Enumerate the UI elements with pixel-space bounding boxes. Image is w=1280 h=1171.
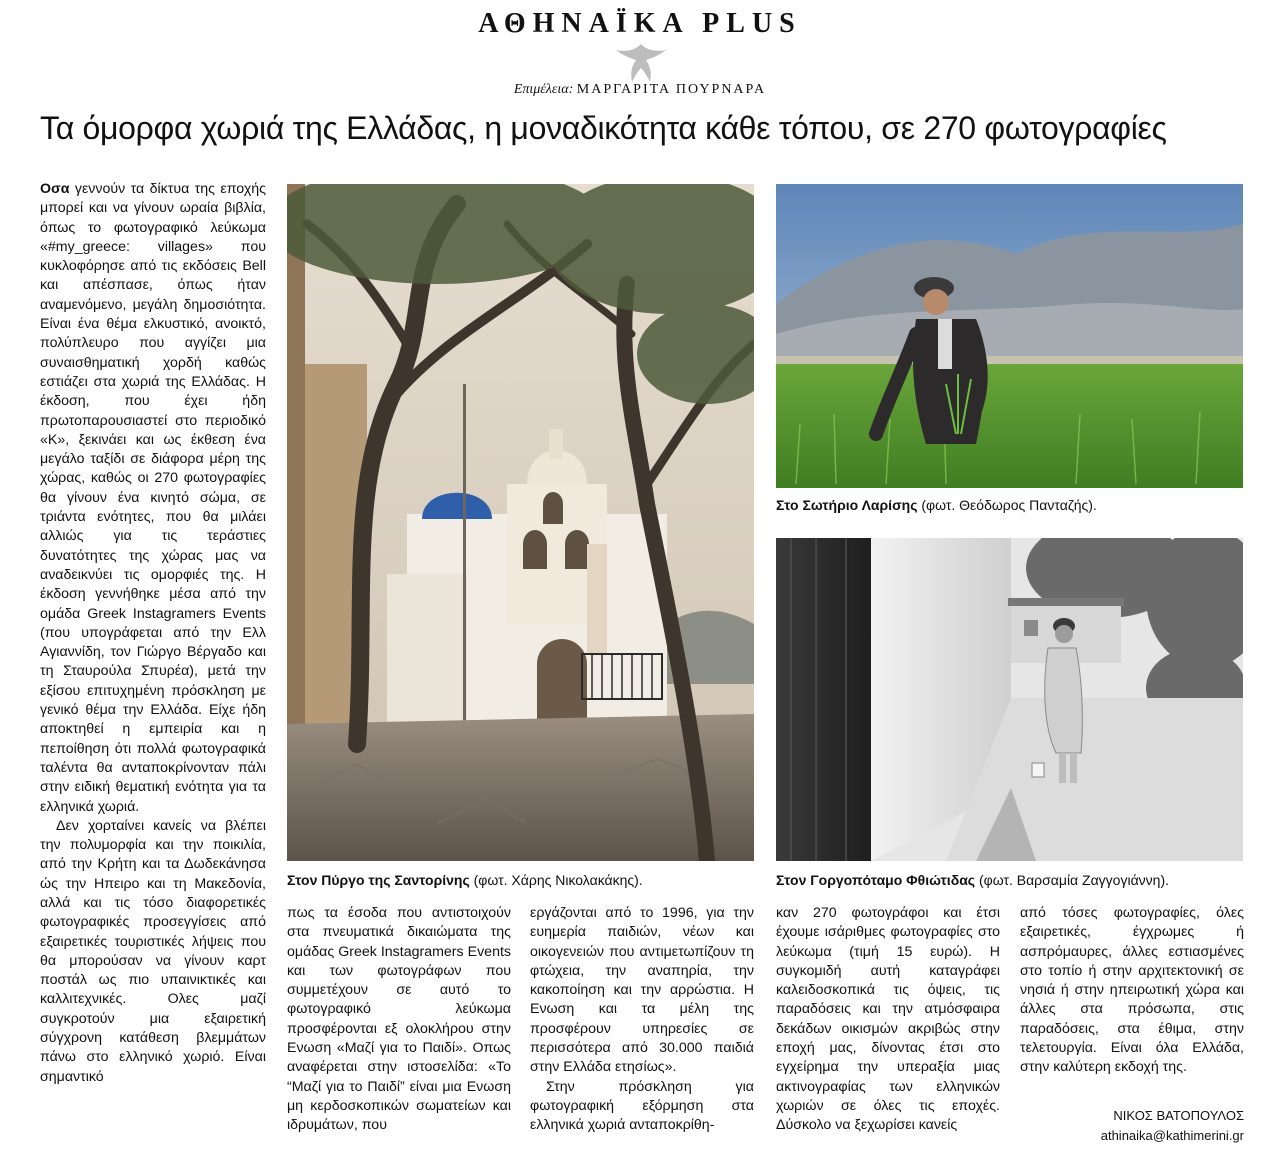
caption-larisa (776, 497, 1097, 513)
caption-credit: (φωτ. Χάρης Νικολακάκης). (473, 872, 643, 888)
author-email[interactable]: athinaika@kathimerini.gr (1100, 1128, 1244, 1143)
article-column-5 (1020, 904, 1244, 1078)
caption-place: Στον Πύργο της Σαντορίνης (287, 872, 470, 888)
photo-larisa (776, 184, 1243, 488)
section-title: ΑΘΗΝΑΪΚΑ PLUS (478, 8, 802, 39)
editor-label: Επιμέλεια: (513, 82, 574, 97)
editor-credit (0, 82, 1280, 98)
caption-santorini (287, 872, 643, 888)
article-headline: Τα όμορφα χωριά της Ελλάδας, η μοναδικότητα κάθε τόπου, σε 270 φωτογραφίες (40, 110, 1167, 146)
caption-place: Στον Γοργοπόταμο Φθιώτιδας (776, 872, 976, 888)
article-paragraph: εργάζονται από το 1996, για την ευημερία παιδιών, νέων και οικογενειών που αντιμετωπίζουν τη φτώχεια, την αναπηρία, την κακοποίηση και την αρρώστια. Η Ενωση και τα μέλη της προσφέρουν υπηρεσίες σε περισσότερα από 30.000 παιδιά στην Ελλάδα ετησίως». (530, 905, 754, 1076)
caption-gorgopotamos (776, 872, 1169, 888)
article-paragraph: Δεν χορταίνει κανείς να βλέπει την πολυμορφία και την ποικιλία, από την Κρήτη και τα Δωδεκάνησα ώς την Ηπειρο και τη Μακεδονία, αλλά και τις τόσο διαφορετικές φωτογραφικές προσεγγίσεις από εξαιρετικές τουριστικές λήψεις που θα μπορούσαν να γίνουν καρτ ποστάλ ως πιο υπαινικτικές και καλλιτεχνικές. Ολες μαζί συγκροτούν μια εξαιρετική σύγχρονη κατάθεση βλεμμάτων πάνω στο ελληνικό χωριό. Είναι σημαντικό (40, 817, 266, 1085)
article-paragraph: από τόσες φωτογραφίες, όλες εξαιρετικές, έγχρωμες ή ασπρόμαυρες, άλλες εστιασμένες στο τοπίο ή στην αρχιτεκτονική σε νησιά ή στην ηπειρωτική χώρα και άλλες στα πρόσωπα, στις παραδόσεις, στα έθιμα, στην τελετουργία. Είναι όλα Ελλάδα, στην καλύτερη εκδοχή της. (1020, 905, 1244, 1076)
paragraph-text: γεννούν τα δίκτυα της εποχής μπορεί και να γίνουν ωραία βιβλία, όπως το φωτογραφικό λεύκωμα «#my_greece: villages» που κυκλοφόρησε από τις εκδόσεις Bell και απέσπασε, όπως ήταν αναμενόμενο, μεγάλη δημοσιότητα. Είναι ένα θέμα ελκυστικό, ανοικτό, πολύπλευρο που αγγίζει μια συναισθηματική χορδή καθώς εστιάζει στα χωριά της Ελλάδας. Η έκδοση, που έχει ήδη πρωτοπαρουσιαστεί στο περιοδικό «Κ», ξεκινάει και ως έκθεση ένα μεγάλο ταξίδι σε διάφορα μέρη της χώρας, καθώς οι 270 φωτογραφίες θα γίνουν ένα κινητό σώμα, σε τριάντα ενότητες, που θα μιλάει αλλιώς για τις τεράστιες δυνατότητες της χώρας μας να αναδεικνύει τις ομορφιές της. Η έκδοση γεννήθηκε μέσα από την ομάδα Greek Instagramers Events (που υπογράφεται από την Ελλ Αγιαννίδη, τον Γιώργο Βέργαδο και τη Σταυρούλα Σπυρέα), μετά την εξίσου επιτυχημένη πρόσκληση με γενικό θέμα την Ελλάδα. Είχε ήδη αποκτηθεί η εμπειρία και η πεποίθηση ότι πολλά φωτογραφικά ταλέντα θα ανταποκρίνονταν πάλι στην ειδική θεματική ενότητα για τα ελληνικά χωριά. (40, 181, 266, 815)
eagle-logo-icon (612, 40, 670, 86)
caption-credit: (φωτ. Βαρσαμία Ζαγγογιάννη). (978, 872, 1170, 888)
article-paragraph: Στην πρόσκληση για φωτογραφική εξόρμηση στα ελληνικά χωριά ανταποκρίθη- (530, 1078, 754, 1134)
article-column-2 (287, 904, 511, 1136)
article-paragraph: καν 270 φωτογράφοι και έτσι έχουμε ισάριθμες φωτογραφίες στο λεύκωμα (τιμή 15 ευρώ). Η συγκομιδή αυτή καταγράφει καλειδοσκοπικά τις όψεις, τις παραδόσεις και την ατμόσφαιρα δεκάδων οικισμών ακριβώς στην εποχή μας, δίνοντας έτσι στο εγχείρημα την υπεραξία μιας ακτινογραφίας των ελληνικών χωριών σε όλες τις εποχές. Δύσκολο να ξεχωρίσει κανείς (776, 905, 1000, 1134)
photo-santorini (287, 184, 754, 861)
editor-name: ΜΑΡΓΑΡΙΤΑ ΠΟΥΡΝΑΡΑ (576, 82, 767, 97)
article-column-4 (776, 904, 1000, 1136)
article-paragraph: πως τα έσοδα που αντιστοιχούν στα πνευματικά δικαιώματα της ομάδας Greek Instagramers Events και των φωτογράφων που συμμετέχουν σε αυτό το φωτογραφικό λεύκωμα προσφέρονται εξ ολοκλήρου στην Ενωση «Μαζί για το Παιδί». Οπως αναφέρεται στην ιστοσελίδα: «Το “Μαζί για το Παιδί” είναι μια Ενωση μη κερδοσκοπικών σωματείων και ιδρυμάτων, που (287, 905, 511, 1134)
santorini-image (287, 184, 754, 861)
larisa-image (776, 184, 1243, 488)
author-name: ΝΙΚΟΣ ΒΑΤΟΠΟΥΛΟΣ (1113, 1108, 1244, 1123)
lead-word: Οσα (40, 181, 70, 197)
caption-place: Στο Σωτήριο Λαρίσης (776, 497, 918, 513)
gorgopotamos-image (776, 538, 1243, 861)
caption-credit: (φωτ. Θεόδωρος Πανταζής). (921, 497, 1097, 513)
article-paragraph (40, 180, 266, 817)
photo-gorgopotamos (776, 538, 1243, 861)
article-column-1 (40, 180, 266, 1087)
article-column-3 (530, 904, 754, 1136)
